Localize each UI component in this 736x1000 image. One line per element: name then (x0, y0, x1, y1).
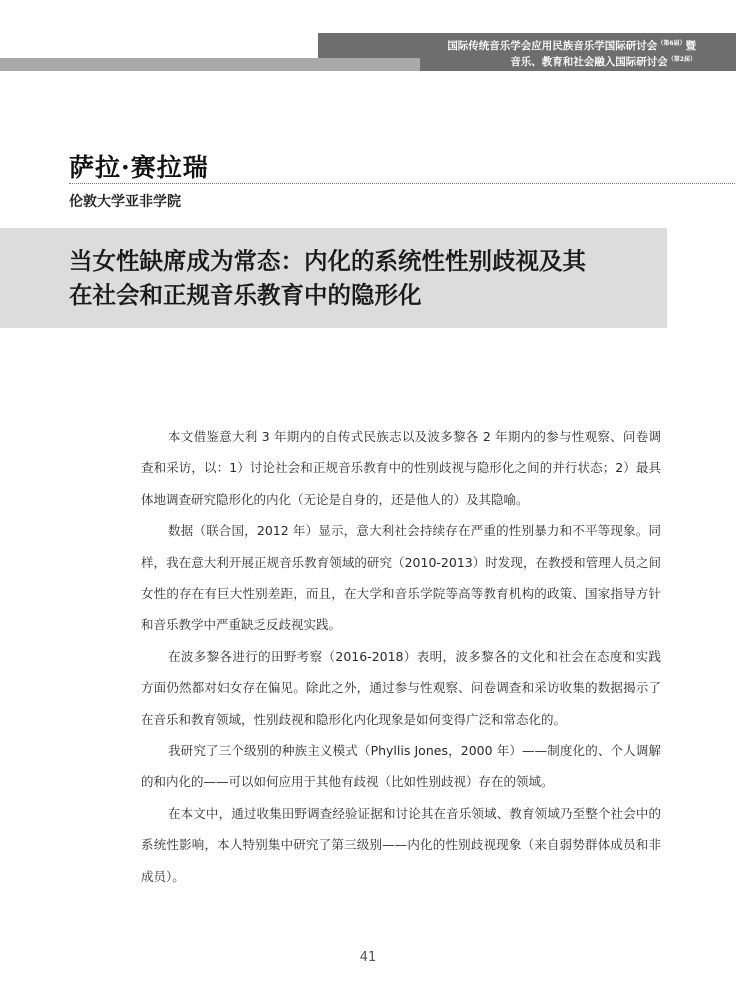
paragraph: 数据（联合国，2012 年）显示，意大利社会持续存在严重的性别暴力和不平等现象。同样，我在意大利开展正规音乐教育领域的研究（2010-2013）时发现，在教授和管理人员之间女性的存在有巨大性别差距，而且，在大学和音乐学院等高等教育机构的政策、国家指导方针和音乐教学中严重缺乏反歧视实践。 (141, 523, 661, 633)
paper-title (69, 244, 649, 312)
running-header-line2: 音乐、教育和社会融入国际研讨会$^{(第2届)}$ (510, 56, 696, 68)
paragraph: 本文借鉴意大利 3 年期内的自传式民族志以及波多黎各 2 年期内的参与性观察、问卷调查和采访，以：1）讨论社会和正规音乐教育中的性别歧视与隐形化之间的并行状态；2）最具体地调查研究隐形化的内化（无论是自身的，还是他人的）及其隐喻。 (141, 429, 661, 507)
page-number: 41 (359, 950, 377, 965)
paragraph: 在波多黎各进行的田野考察（2016-2018）表明，波多黎各的文化和社会在态度和实践方面仍然都对妇女存在偏见。除此之外，通过参与性观察、问卷调查和采访收集的数据揭示了在音乐和教育领域，性别歧视和隐形化内化现象是如何变得广泛和常态化的。 (141, 648, 661, 727)
dotted-divider (69, 183, 736, 184)
paragraph: 在本文中，通过收集田野调查经验证据和讨论其在音乐领域、教育领域乃至整个社会中的系统性影响，本人特别集中研究了第三级别——内化的性别歧视现象（来自弱势群体成员和非成员）。 (141, 805, 661, 884)
abstract-body (141, 421, 661, 892)
paper-title-line1: 当女性缺席成为常态：内化的系统性性别歧视及其 (69, 247, 586, 275)
paper-title-line2: 在社会和正规音乐教育中的隐形化 (69, 281, 422, 309)
paragraph: 我研究了三个级别的种族主义模式（Phyllis Jones，2000 年）——制度化的、个人调解的和内化的——可以如何应用于其他有歧视（比如性别歧视）存在的领域。 (141, 743, 661, 790)
running-header-line1: 国际传统音乐学会应用民族音乐学国际研讨会$^{(第6届)}$暨 (447, 40, 696, 52)
author-affiliation: 伦敦大学亚非学院 (69, 194, 181, 210)
running-header (296, 37, 696, 69)
author-name: 萨拉·赛拉瑞 (69, 153, 209, 182)
